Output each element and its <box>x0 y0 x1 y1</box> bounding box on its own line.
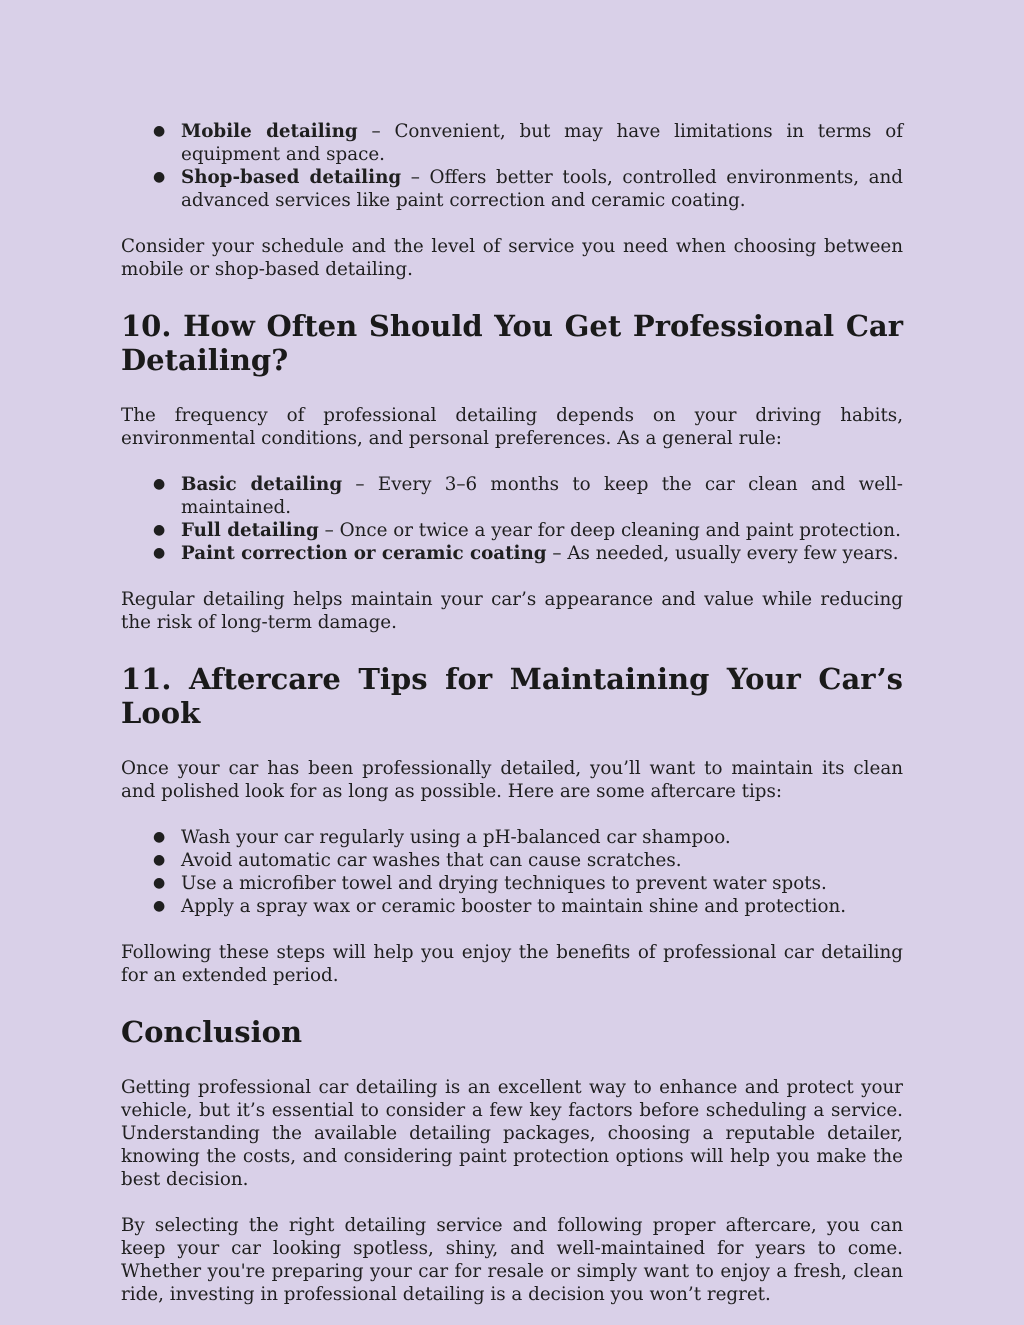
list-item-term: Shop-based detailing <box>181 167 402 188</box>
bullet-icon: ● <box>153 898 166 914</box>
list-item <box>121 519 903 542</box>
bullet-icon: ● <box>153 123 166 139</box>
section-10-paragraph: The frequency of professional detailing depends on your driving habits, environmental conditions, and personal preferences. As a general rule: <box>121 405 903 449</box>
list-item-text: Use a microfiber towel and drying techniques to prevent water spots. <box>181 873 827 894</box>
detailing-type-list <box>121 120 903 212</box>
section-10-closing: Regular detailing helps maintain your car’s appearance and value while reducing the risk of long-term damage. <box>121 589 903 633</box>
section-11-closing: Following these steps will help you enjoy the benefits of professional car detailing for an extended period. <box>121 942 903 986</box>
list-item-text: – Convenient, but may have limitations in terms of equipment and space. <box>181 121 903 165</box>
list-item <box>121 120 903 166</box>
list-item-text: Wash your car regularly using a pH-balanced car shampoo. <box>181 827 731 848</box>
list-item-text: – Offers better tools, controlled environments, and advanced services like paint correction and ceramic coating. <box>181 167 903 211</box>
section-11-paragraph: Once your car has been professionally detailed, you’ll want to maintain its clean and polished look for as long as possible. Here are some aftercare tips: <box>121 758 903 802</box>
list-item-text: – As needed, usually every few years. <box>546 543 899 564</box>
conclusion-heading: Conclusion <box>121 1015 303 1049</box>
list-item <box>121 826 903 849</box>
aftercare-list <box>121 826 903 918</box>
list-item-term: Paint correction or ceramic coating <box>181 543 547 564</box>
bullet-icon: ● <box>153 545 166 561</box>
bullet-icon: ● <box>153 875 166 891</box>
list-item <box>121 895 903 918</box>
list-item-text: – Once or twice a year for deep cleaning and paint protection. <box>318 520 901 541</box>
list-item <box>121 849 903 872</box>
intro-paragraph: Consider your schedule and the level of service you need when choosing between mobile or shop-based detailing. <box>121 236 903 280</box>
bullet-icon: ● <box>153 852 166 868</box>
list-item-text: – Every 3–6 months to keep the car clean and well-maintained. <box>181 474 903 518</box>
document-content <box>121 120 903 1306</box>
list-item <box>121 473 903 519</box>
list-item <box>121 166 903 212</box>
section-10-heading: 10. How Often Should You Get Professional Car Detailing? <box>121 309 903 377</box>
list-item <box>121 872 903 895</box>
list-item-text: Apply a spray wax or ceramic booster to maintain shine and protection. <box>181 896 847 917</box>
conclusion-paragraph-2: By selecting the right detailing service and following proper aftercare, you can keep your car looking spotless, shiny, and well-maintained for years to come. Whether you're preparing your car for resale or simply want to enjoy a fresh, clean ride, investing in professional detailing is a decision you won’t regret. <box>121 1215 903 1305</box>
section-11-heading: 11. Aftercare Tips for Maintaining Your Car’s Look <box>121 662 903 730</box>
list-item-text: Avoid automatic car washes that can cause scratches. <box>181 850 682 871</box>
bullet-icon: ● <box>153 829 166 845</box>
bullet-icon: ● <box>153 476 166 492</box>
list-item-term: Full detailing <box>181 520 319 541</box>
conclusion-paragraph-1: Getting professional car detailing is an excellent way to enhance and protect your vehicle, but it’s essential to consider a few key factors before scheduling a service. Understanding the available detailing packages, choosing a reputable detailer, knowing the costs, and considering paint protection options will help you make the best decision. <box>121 1077 903 1190</box>
list-item-term: Mobile detailing <box>181 121 358 142</box>
bullet-icon: ● <box>153 169 166 185</box>
list-item <box>121 542 903 565</box>
bullet-icon: ● <box>153 522 166 538</box>
frequency-list <box>121 473 903 565</box>
list-item-term: Basic detailing <box>181 474 343 495</box>
